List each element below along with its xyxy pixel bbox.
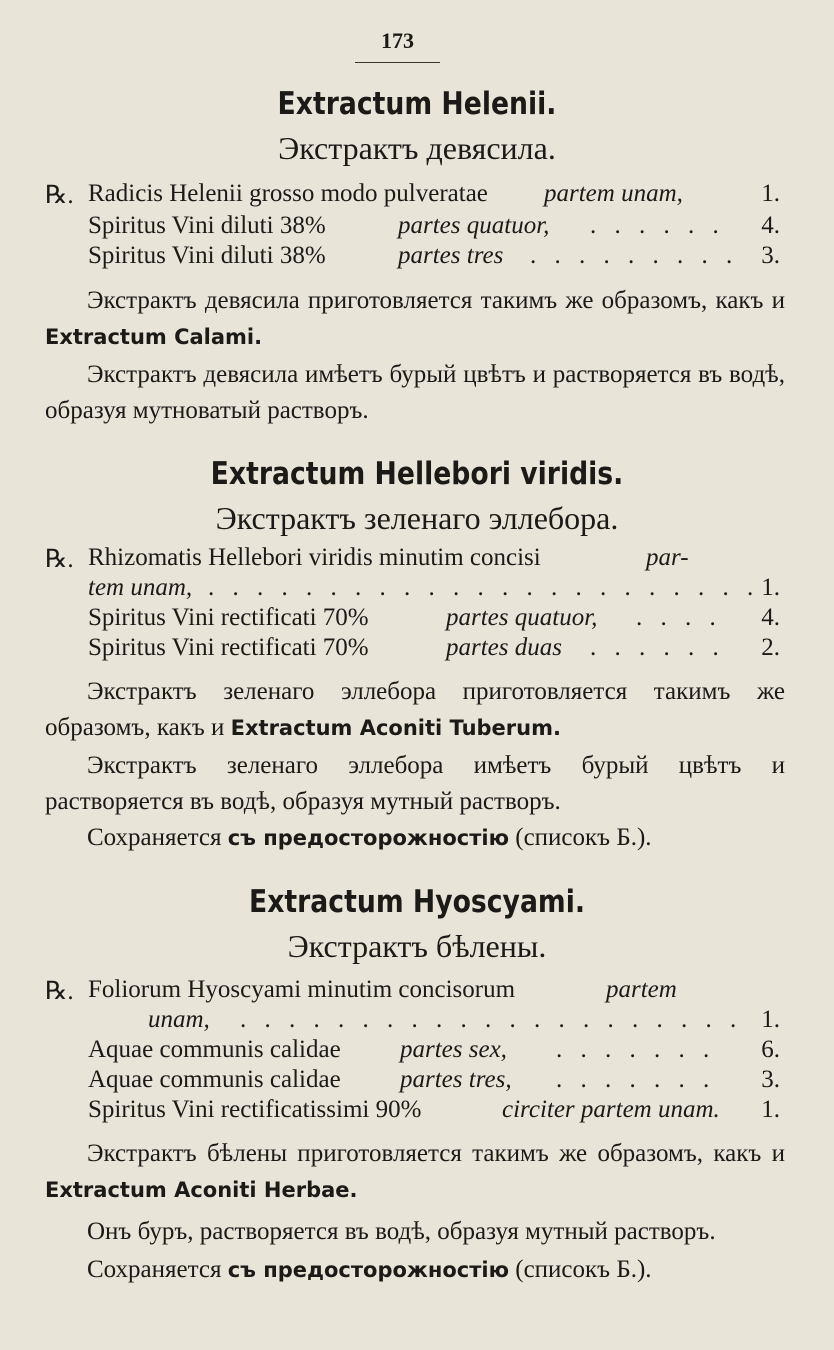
paragraph-text: Сохраняется bbox=[87, 1256, 228, 1283]
recipe-symbol: ℞. bbox=[45, 978, 74, 1005]
section-subtitle-hyoscyami: Экстрактъ бѣлены. bbox=[287, 928, 547, 964]
description-paragraph bbox=[45, 1136, 785, 1208]
ingredient-name: Rhizomatis Hellebori viridis minutim concisi bbox=[88, 544, 541, 571]
ingredient-quantity: 2. bbox=[761, 634, 780, 661]
description-paragraph: Экстрактъ зеленаго эллебора имѣетъ бурый цвѣтъ и растворяется въ водѣ, образуя мутный растворъ. bbox=[45, 752, 785, 815]
ingredient-amount: partes sex, bbox=[400, 1036, 507, 1063]
leader-dots: . . . . . . . bbox=[556, 1036, 716, 1063]
paragraph-text: Экстрактъ бѣлены приготовляется такимъ же образомъ, какъ и bbox=[87, 1140, 785, 1167]
ingredient-amount: partes quatuor, bbox=[446, 604, 598, 631]
ingredient-name: Radicis Helenii grosso modo pulveratae bbox=[88, 180, 488, 207]
ingredient-row bbox=[0, 976, 834, 1008]
leader-dots: . . . . bbox=[636, 604, 722, 631]
ingredient-amount: partes duas bbox=[446, 634, 562, 661]
leader-dots: . . . . . . . . . . . . . . . . . . . . . . . bbox=[208, 574, 760, 601]
paragraph-text: (списокъ Б.). bbox=[509, 824, 652, 851]
ingredient-quantity: 1. bbox=[761, 574, 780, 601]
ingredient-quantity: 1. bbox=[761, 1096, 780, 1123]
storage-emphasis: съ предосторожностію bbox=[227, 826, 509, 850]
section-title-helenii: Extractum Helenii. bbox=[277, 86, 557, 122]
section-subtitle-helenii: Экстрактъ девясила. bbox=[278, 130, 556, 166]
leader-dots: . . . . . . . . . . . . . . . . . . . . . bbox=[240, 1006, 743, 1033]
description-paragraph: Онъ буръ, растворяется въ водѣ, образуя мутный растворъ. bbox=[87, 1218, 716, 1245]
ingredient-row bbox=[0, 1066, 834, 1098]
leader-dots: . . . . . . . bbox=[556, 1066, 716, 1093]
ingredient-name: Aquae communis calidae bbox=[88, 1066, 341, 1093]
ingredient-row bbox=[0, 604, 834, 636]
page-number: 173 bbox=[381, 28, 414, 53]
paragraph-text: Сохраняется bbox=[87, 824, 228, 851]
ingredient-amount: partes tres, bbox=[400, 1066, 512, 1093]
ingredient-quantity: 1. bbox=[761, 1006, 780, 1033]
ingredient-row bbox=[0, 1096, 834, 1128]
ingredient-name: Spiritus Vini diluti 38% bbox=[88, 242, 326, 269]
ingredient-amount: circiter partem unam. bbox=[502, 1096, 720, 1123]
paragraph-text: Экстрактъ зеленаго эллебора приготовляется такимъ же образомъ, какъ и bbox=[45, 678, 785, 741]
paragraph-text: (списокъ Б.). bbox=[509, 1256, 652, 1283]
section-title-hellebori: Extractum Hellebori viridis. bbox=[210, 456, 624, 492]
ingredient-quantity: 3. bbox=[761, 1066, 780, 1093]
ingredient-name: Aquae communis calidae bbox=[88, 1036, 341, 1063]
ingredient-row bbox=[0, 634, 834, 666]
ingredient-amount: par- bbox=[646, 544, 689, 571]
ingredient-name: Spiritus Vini diluti 38% bbox=[88, 212, 326, 239]
ingredient-quantity: 3. bbox=[761, 242, 780, 269]
leader-dots: . . . . . . bbox=[590, 634, 725, 661]
ingredient-row bbox=[0, 1036, 834, 1068]
recipe-symbol: ℞. bbox=[45, 182, 74, 209]
ingredient-row bbox=[0, 544, 834, 576]
paragraph-text: Экстрактъ девясила приготовляется такимъ же образомъ, какъ и bbox=[87, 287, 785, 314]
ingredient-quantity: 4. bbox=[761, 604, 780, 631]
leader-dots: . . . . . . bbox=[590, 212, 725, 239]
page-number-rule bbox=[355, 62, 440, 63]
ingredient-amount: partes quatuor, bbox=[398, 212, 550, 239]
leader-dots: . . . . . . . . . bbox=[530, 242, 739, 269]
storage-note bbox=[45, 820, 785, 856]
storage-emphasis: съ предосторожностію bbox=[227, 1258, 509, 1282]
recipe-symbol: ℞. bbox=[45, 546, 74, 573]
ingredient-name: Foliorum Hyoscyami minutim concisorum bbox=[88, 976, 516, 1003]
ingredient-row bbox=[0, 242, 834, 274]
ingredient-row bbox=[0, 212, 834, 244]
ingredient-name: Spiritus Vini rectificati 70% bbox=[88, 634, 369, 661]
description-paragraph: Экстрактъ девясила имѣетъ бурый цвѣтъ и растворяется въ водѣ, образуя мутноватый растворъ. bbox=[45, 361, 785, 424]
ingredient-quantity: 4. bbox=[761, 212, 780, 239]
ingredient-amount: partem bbox=[606, 976, 677, 1003]
ingredient-amount: partes tres bbox=[398, 242, 504, 269]
ingredient-name: Spiritus Vini rectificati 70% bbox=[88, 604, 369, 631]
ingredient-row-continued bbox=[0, 1006, 834, 1038]
ingredient-quantity: 6. bbox=[761, 1036, 780, 1063]
section-subtitle-hellebori: Экстрактъ зеленаго эллебора. bbox=[215, 500, 619, 536]
ingredient-row bbox=[0, 180, 834, 212]
description-paragraph bbox=[45, 674, 785, 746]
storage-note bbox=[45, 1252, 785, 1288]
ingredient-name: Spiritus Vini rectificatissimi 90% bbox=[88, 1096, 422, 1123]
cross-reference: Extractum Aconiti Tuberum. bbox=[230, 716, 561, 740]
ingredient-row-continued bbox=[0, 574, 834, 606]
ingredient-amount: partem unam, bbox=[544, 180, 683, 207]
ingredient-amount: unam, bbox=[148, 1006, 210, 1033]
section-title-hyoscyami: Extractum Hyoscyami. bbox=[249, 884, 585, 920]
cross-reference: Extractum Calami. bbox=[45, 325, 263, 349]
ingredient-quantity: 1. bbox=[761, 180, 780, 207]
description-paragraph bbox=[45, 283, 785, 355]
ingredient-amount: tem unam, bbox=[88, 574, 193, 601]
cross-reference: Extractum Aconiti Herbae. bbox=[45, 1178, 358, 1202]
